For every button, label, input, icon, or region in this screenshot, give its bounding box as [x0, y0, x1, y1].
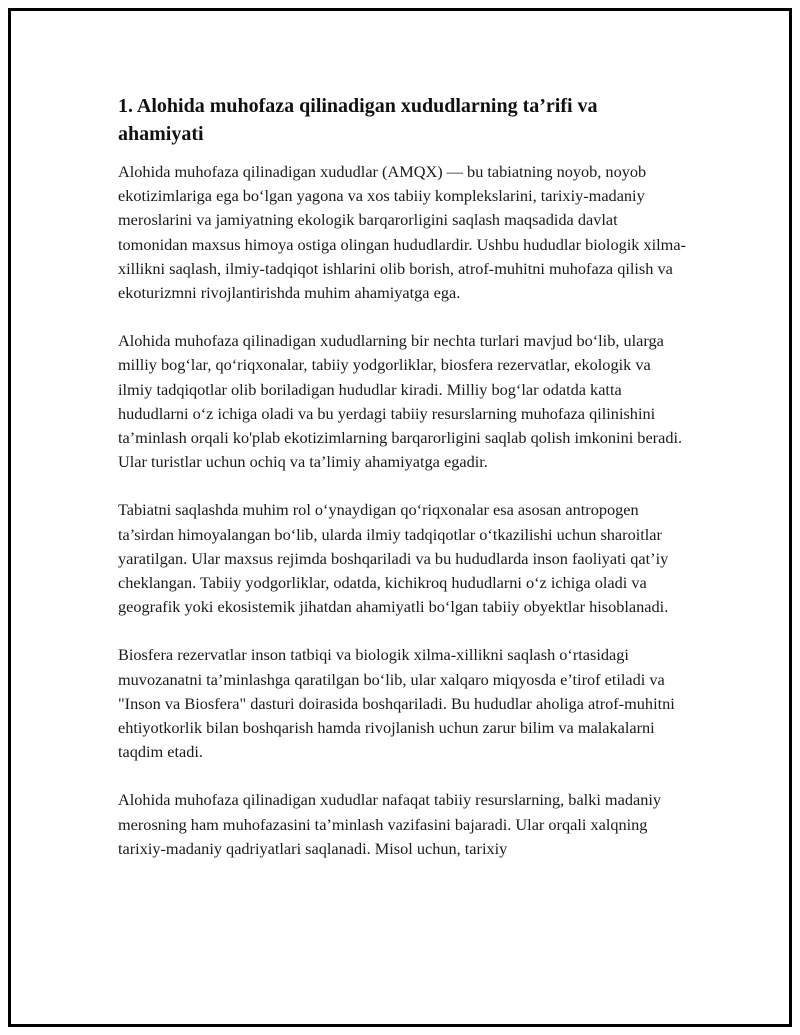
- paragraph-2: Alohida muhofaza qilinadigan xududlarning bir nechta turlari mavjud bo‘lib, ularga milliy bog‘lar, qo‘riqxonalar, tabiiy yodgorliklar, biosfera rezervatlar, ekologik va ilmiy tadqiqotlar olib boriladigan hududlar kiradi. Milliy bog‘lar odatda katta hududlarni o‘z ichiga oladi va bu yerdagi tabiiy resurslarning muhofaza qilinishini ta’minlash orqali ko'plab ekotizimlarning barqarorligini saqlab qolish imkonini beradi. Ular turistlar uchun ochiq va ta’limiy ahamiyatga egadir.: [118, 331, 683, 472]
- paragraph-3: Tabiatni saqlashda muhim rol o‘ynaydigan qo‘riqxonalar esa asosan antropogen ta’sirdan himoyalangan bo‘lib, ularda ilmiy tadqiqotlar o‘tkazilishi uchun sharoitlar yaratilgan. Ular maxsus rejimda boshqariladi va bu hududlarda inson faoliyati qat’iy cheklangan. Tabiiy yodgorliklar, odatda, kichikroq hududlarni o‘z ichiga oladi va geografik yoki ekosistemik jihatdan ahamiyatli bo‘lgan tabiiy obyektlar hisoblanadi.: [118, 500, 669, 617]
- section-heading: 1. Alohida muhofaza qilinadigan xududlarning ta’rifi va ahamiyati: [118, 95, 598, 145]
- document-body: [118, 92, 688, 885]
- paragraph-4: Biosfera rezervatlar inson tatbiqi va biologik xilma-xillikni saqlash o‘rtasidagi muvozanatni ta’minlashga qaratilgan bo‘lib, ular xalqaro miqyosda e’tirof etiladi va "Inson va Biosfera" dasturi doirasida boshqariladi. Bu hududlar aholiga atrof-muhitni ehtiyotkorlik bilan boshqarish hamda rivojlanish uchun zarur bilim va malakalarni taqdim etadi.: [118, 645, 675, 762]
- paragraph-1: Alohida muhofaza qilinadigan xududlar (AMQX) — bu tabiatning noyob, noyob ekotizimlariga ega bo‘lgan yagona va xos tabiiy komplekslarini, tarixiy-madaniy meroslarini va jamiyatning ekologik barqarorligini saqlash maqsadida davlat tomonidan maxsus himoya ostiga olingan hududlardir. Ushbu hududlar biologik xilma-xillikni saqlash, ilmiy-tadqiqot ishlarini olib borish, atrof-muhitni muhofaza qilish va ekoturizmni rivojlantirishda muhim ahamiyatga ega.: [118, 162, 686, 303]
- paragraph-5: Alohida muhofaza qilinadigan xududlar nafaqat tabiiy resurslarning, balki madaniy merosning ham muhofazasini ta’minlash vazifasini bajaradi. Ular orqali xalqning tarixiy-madaniy qadriyatlari saqlanadi. Misol uchun, tarixiy: [118, 790, 661, 858]
